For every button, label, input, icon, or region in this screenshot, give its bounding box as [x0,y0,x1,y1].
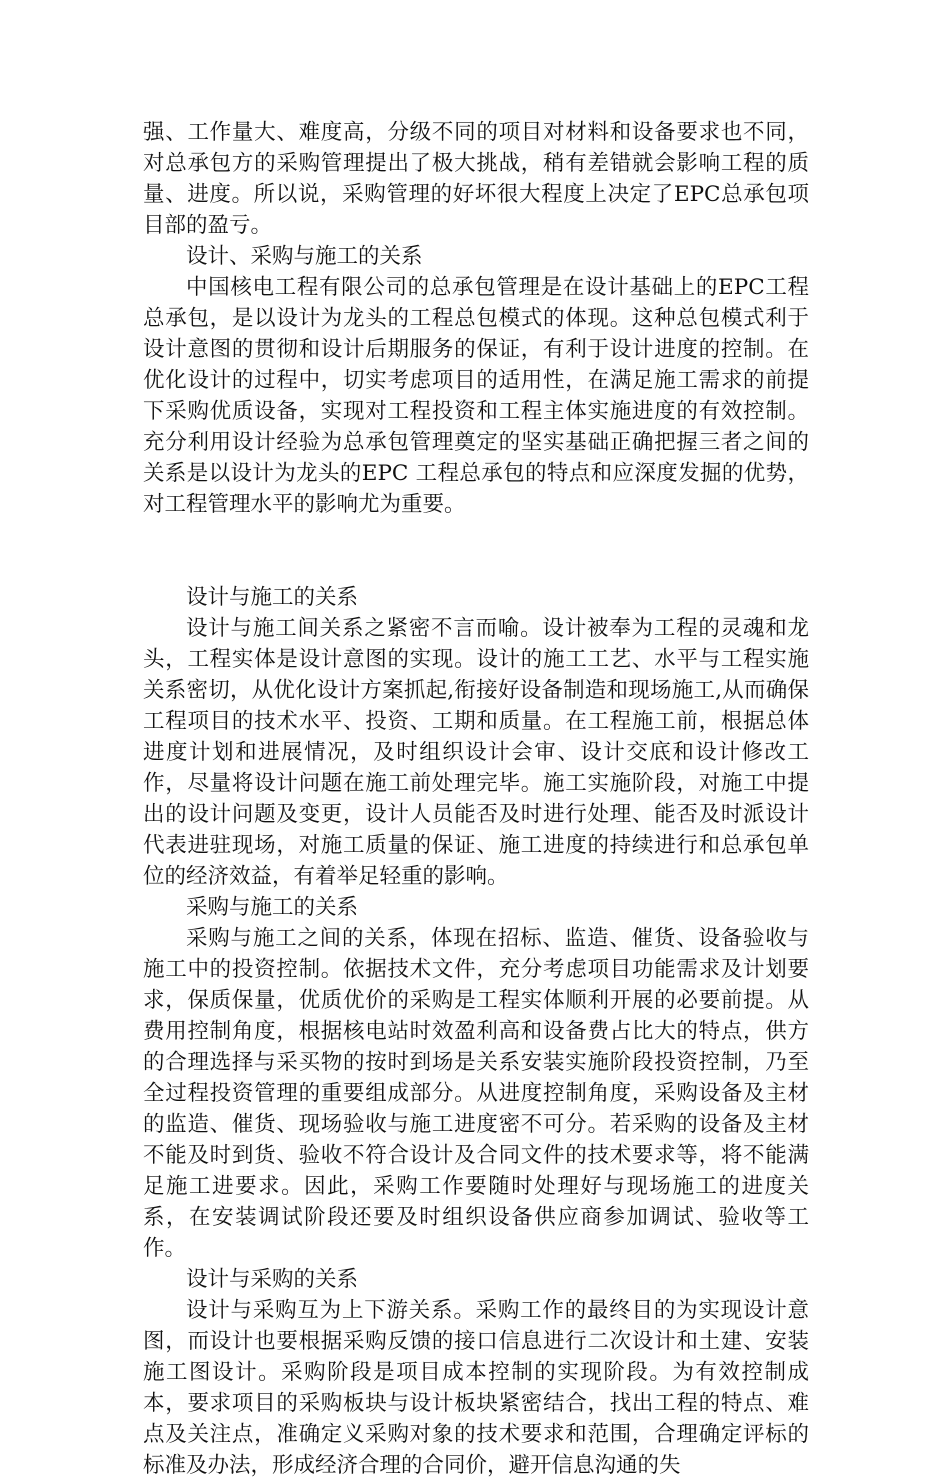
paragraph-epc-overview: 中国核电工程有限公司的总承包管理是在设计基础上的EPC工程总承包，是以设计为龙头的工程总包模式的体现。这种总包模式利于设计意图的贯彻和设计后期服务的保证，有利于设计进度的控制。在优化设计的过程中，切实考虑项目的适用性，在满足施工需求的前提下采购优质设备，实现对工程投资和工程主体实施进度的有效控制。充分利用设计经验为总承包管理奠定的坚实基础正确把握三者之间的关系是以设计为龙头的EPC 工程总承包的特点和应深度发掘的优势，对工程管理水平的影响尤为重要。 [143,275,809,517]
heading-procurement-construction: 采购与施工的关系 [186,895,359,920]
paragraph-design-construction: 设计与施工间关系之紧密不言而喻。设计被奉为工程的灵魂和龙头，工程实体是设计意图的实现。设计的施工工艺、水平与工程实施关系密切，从优化设计方案抓起,衔接好设备制造和现场施工,从而确保工程项目的技术水平、投资、工期和质量。在工程施工前，根据总体进度计划和进展情况，及时组织设计会审、设计交底和设计修改工作，尽量将设计问题在施工前处理完毕。施工实施阶段，对施工中提出的设计问题及变更，设计人员能否及时进行处理、能否及时派设计代表进驻现场，对施工质量的保证、施工进度的持续进行和总承包单位的经济效益，有着举足轻重的影响。 [143,616,809,889]
document-body [143,117,809,1481]
heading-design-procurement-construction: 设计、采购与施工的关系 [186,244,423,269]
heading-design-procurement: 设计与采购的关系 [186,1267,359,1292]
section-spacer [143,520,809,582]
paragraph-procurement-construction: 采购与施工之间的关系，体现在招标、监造、催货、设备验收与施工中的投资控制。依据技术文件，充分考虑项目功能需求及计划要求，保质保量，优质优价的采购是工程实体顺利开展的必要前提。从费用控制角度，根据核电站时效盈利高和设备费占比大的特点，供方的合理选择与采买物的按时到场是关系安装实施阶段投资控制，乃至全过程投资管理的重要组成部分。从进度控制角度，采购设备及主材的监造、催货、现场验收与施工进度密不可分。若采购的设备及主材不能及时到货、验收不符合设计及合同文件的技术要求等，将不能满足施工进要求。因此，采购工作要随时处理好与现场施工的进度关系，在安装调试阶段还要及时组织设备供应商参加调试、验收等工作。 [143,926,809,1261]
paragraph-procurement-challenge: 强、工作量大、难度高，分级不同的项目对材料和设备要求也不同，对总承包方的采购管理提出了极大挑战，稍有差错就会影响工程的质量、进度。所以说，采购管理的好坏很大程度上决定了EPC总承包项目部的盈亏。 [143,120,809,238]
paragraph-design-procurement: 设计与采购互为上下游关系。采购工作的最终目的为实现设计意图，而设计也要根据采购反馈的接口信息进行二次设计和土建、安装施工图设计。采购阶段是项目成本控制的实现阶段。为有效控制成本，要求项目的采购板块与设计板块紧密结合，找出工程的特点、难点及关注点，准确定义采购对象的技术要求和范围，合理确定评标的标准及办法，形成经济合理的合同价，避开信息沟通的失 [143,1298,809,1478]
heading-design-construction: 设计与施工的关系 [186,585,359,610]
